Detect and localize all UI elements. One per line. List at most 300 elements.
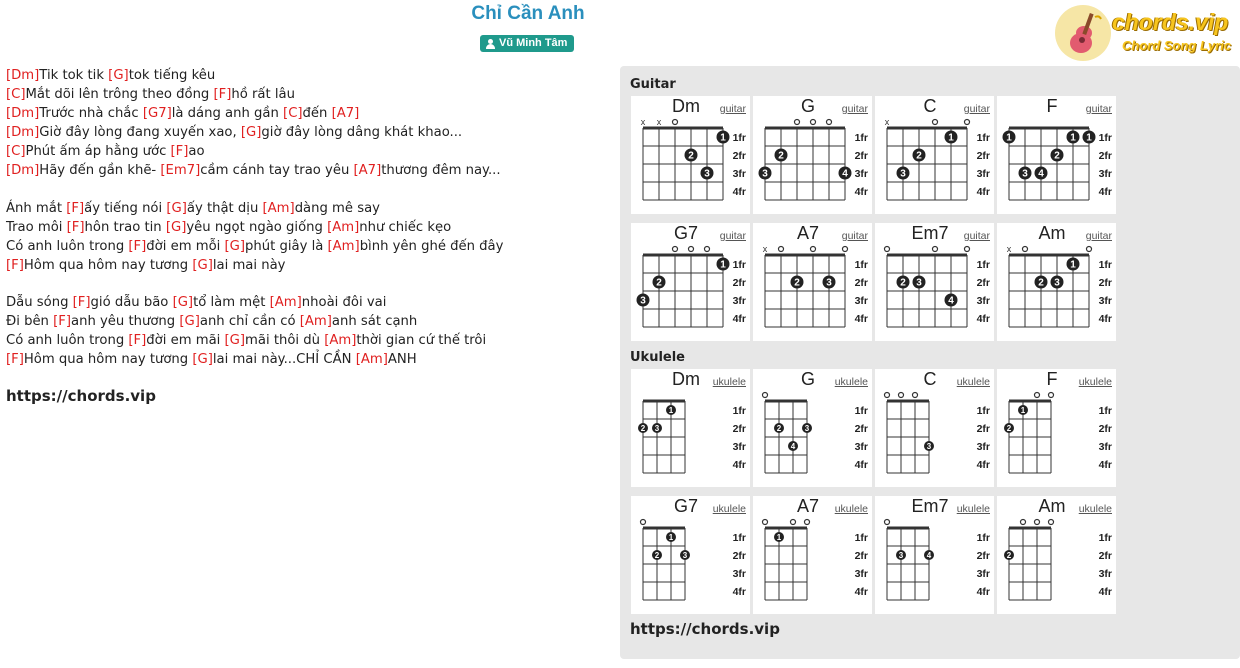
chord-link[interactable]: [G] — [179, 314, 200, 329]
chord-name: A7 — [796, 496, 820, 516]
finger-number: 4 — [842, 168, 848, 180]
lyric-line — [6, 218, 606, 237]
fret-label: 4fr — [854, 186, 868, 198]
chord-link[interactable]: [F] — [128, 333, 147, 348]
instrument-link[interactable]: guitar — [841, 230, 868, 242]
finger-number: 1 — [1006, 132, 1012, 144]
lyric-text: Có anh luôn trong — [6, 333, 129, 348]
chord-link[interactable]: [Em7] — [160, 163, 201, 178]
person-icon — [486, 39, 495, 49]
lyric-text: dàng mê say — [294, 200, 380, 216]
lyric-text: Trước nhà chắc — [39, 106, 143, 121]
chord-name: C — [923, 96, 937, 116]
ukulele-chord-card-g7[interactable] — [631, 496, 750, 614]
fret-label: 1fr — [854, 405, 868, 417]
artist-badge[interactable] — [480, 35, 574, 52]
chord-link[interactable]: [G7] — [142, 106, 172, 121]
guitar-chord-card-c[interactable] — [875, 96, 994, 214]
finger-number: 3 — [704, 168, 710, 180]
finger-number: 2 — [1054, 150, 1060, 162]
chord-link[interactable]: [G] — [224, 238, 246, 254]
fret-label: 3fr — [854, 441, 868, 453]
chord-link[interactable]: [F] — [213, 87, 232, 102]
fret-label: 4fr — [732, 313, 746, 325]
fret-label: 2fr — [1098, 150, 1112, 162]
lyric-text: tok tiếng kêu — [128, 68, 216, 83]
fret-label: 1fr — [1098, 259, 1112, 271]
chord-link[interactable]: [Am] — [355, 352, 388, 367]
guitar-icon — [1055, 5, 1111, 61]
chord-link[interactable]: [F] — [66, 219, 85, 235]
lyric-text: anh yêu thương — [71, 314, 180, 329]
fret-label: 2fr — [1098, 550, 1112, 562]
fret-label: 4fr — [732, 186, 746, 198]
fret-label: 3fr — [854, 295, 868, 307]
chord-link[interactable]: [A7] — [353, 163, 382, 178]
chord-name: C — [923, 369, 937, 389]
fret-label: 4fr — [854, 586, 868, 598]
chord-diagram — [875, 496, 994, 614]
instrument-link[interactable]: guitar — [963, 103, 990, 115]
lyric-text: Hôm qua hôm nay tương — [23, 352, 193, 367]
fret-label: 1fr — [854, 132, 868, 144]
finger-number: 4 — [948, 295, 954, 307]
lyric-text: Trao môi — [6, 219, 67, 235]
fret-label: 2fr — [732, 277, 746, 289]
chord-name: F — [1046, 369, 1058, 389]
chord-diagram — [753, 223, 872, 341]
chord-link[interactable]: [F] — [72, 295, 91, 310]
chord-diagram — [997, 369, 1116, 487]
open-string-mark — [885, 393, 890, 398]
finger-number: 1 — [776, 533, 782, 542]
chord-link[interactable]: [Am] — [269, 295, 302, 310]
finger-number: 1 — [720, 259, 726, 271]
site-link-left[interactable]: https://chords.vip — [6, 387, 156, 405]
fret-label: 1fr — [732, 259, 746, 271]
open-string-mark — [673, 247, 678, 252]
lyric-text: Có anh luôn trong — [6, 238, 129, 254]
logo-text: chords.vip — [1112, 9, 1229, 35]
fret-label: 2fr — [732, 550, 746, 562]
fret-label: 4fr — [1098, 459, 1112, 471]
finger-number: 3 — [804, 424, 810, 433]
chord-link[interactable]: [F] — [128, 238, 147, 254]
finger-number: 2 — [900, 277, 906, 289]
fret-label: 4fr — [732, 586, 746, 598]
open-string-mark — [1049, 393, 1054, 398]
chord-link[interactable]: [Am] — [327, 219, 360, 235]
instrument-link[interactable]: guitar — [1085, 103, 1112, 115]
lyric-line — [6, 331, 606, 350]
lyric-text: ANH — [387, 352, 417, 367]
finger-number: 1 — [668, 533, 674, 542]
lyric-line — [6, 312, 606, 331]
fret-label: 4fr — [976, 459, 990, 471]
chord-link[interactable]: [C] — [6, 87, 26, 102]
finger-number: 3 — [926, 442, 932, 451]
lyric-text: hồ rất lâu — [231, 87, 295, 102]
lyric-blank — [6, 180, 606, 199]
open-string-mark — [965, 247, 970, 252]
lyric-text: mãi thôi dù — [245, 333, 325, 348]
open-string-mark — [779, 247, 784, 252]
chord-link[interactable]: [F] — [66, 200, 85, 216]
finger-number: 4 — [790, 442, 796, 451]
open-string-mark — [705, 247, 710, 252]
muted-string-mark: x — [1006, 244, 1012, 254]
chord-link[interactable]: [G] — [192, 257, 213, 273]
chord-link[interactable]: [Dm] — [6, 68, 40, 83]
lyric-text: Hôm qua hôm nay tương — [23, 257, 193, 273]
lyric-text: nhoài đôi vai — [301, 295, 387, 310]
fret-label: 1fr — [732, 405, 746, 417]
guitar-section-label: Guitar — [630, 77, 676, 92]
fret-label: 1fr — [1098, 532, 1112, 544]
guitar-chord-card-f[interactable] — [997, 96, 1116, 214]
chord-diagram — [753, 496, 872, 614]
song-title: Chỉ Cần Anh — [471, 3, 585, 24]
finger-number: 2 — [1006, 424, 1012, 433]
lyric-text: Mắt dõi lên trông theo đồng — [25, 87, 214, 102]
chord-name: A7 — [796, 223, 820, 243]
chord-name: Dm — [672, 96, 700, 116]
lyric-text: lai mai này...CHỈ CẦN — [212, 352, 356, 367]
finger-number: 1 — [668, 406, 674, 415]
lyrics-block — [6, 66, 606, 369]
chord-diagram — [631, 369, 750, 487]
fret-label: 3fr — [976, 441, 990, 453]
finger-number: 3 — [682, 551, 688, 560]
fret-label: 2fr — [976, 150, 990, 162]
chord-link[interactable]: [G] — [108, 68, 129, 83]
chord-diagram — [753, 369, 872, 487]
lyric-text: Đi bên — [6, 314, 54, 329]
fret-label: 3fr — [732, 441, 746, 453]
open-string-mark — [673, 120, 678, 125]
instrument-link[interactable]: ukulele — [1078, 503, 1112, 515]
fret-label: 4fr — [976, 313, 990, 325]
chord-link[interactable]: [Am] — [327, 238, 360, 254]
guitar-chord-card-am[interactable] — [997, 223, 1116, 341]
fret-label: 3fr — [976, 568, 990, 580]
fret-label: 2fr — [1098, 277, 1112, 289]
lyric-text: yêu ngọt ngào giống — [186, 219, 328, 235]
guitar-chord-card-g7[interactable] — [631, 223, 750, 341]
ukulele-chord-card-f[interactable] — [997, 369, 1116, 487]
guitar-chord-card-a7[interactable] — [753, 223, 872, 341]
lyric-text: thương đêm nay... — [381, 163, 501, 178]
lyric-text: bình yên ghé đến đây — [359, 238, 504, 254]
chord-diagram — [753, 96, 872, 214]
lyric-line — [6, 199, 606, 218]
chord-diagram — [875, 223, 994, 341]
ukulele-chord-card-em7[interactable] — [875, 496, 994, 614]
fret-label: 1fr — [732, 532, 746, 544]
chord-link[interactable]: [A7] — [331, 106, 360, 121]
instrument-link[interactable]: guitar — [963, 230, 990, 242]
open-string-mark — [1021, 520, 1026, 525]
chord-link[interactable]: [Dm] — [6, 125, 40, 140]
fret-label: 4fr — [1098, 186, 1112, 198]
lyric-text: Giờ đây lòng đang xuyến xao, — [39, 125, 241, 140]
chord-link[interactable]: [G] — [192, 352, 213, 367]
open-string-mark — [1035, 520, 1040, 525]
ukulele-chord-card-am[interactable] — [997, 496, 1116, 614]
fret-label: 2fr — [732, 423, 746, 435]
instrument-link[interactable]: guitar — [841, 103, 868, 115]
chord-diagram — [997, 496, 1116, 614]
fret-label: 4fr — [1098, 313, 1112, 325]
fret-label: 1fr — [976, 132, 990, 144]
open-string-mark — [827, 120, 832, 125]
finger-number: 2 — [654, 551, 660, 560]
finger-number: 2 — [778, 150, 784, 162]
chord-link[interactable]: [C] — [6, 144, 26, 159]
fret-label: 2fr — [854, 550, 868, 562]
fret-label: 3fr — [1098, 568, 1112, 580]
open-string-mark — [933, 247, 938, 252]
lyric-line — [6, 142, 606, 161]
chord-name: G7 — [673, 496, 698, 516]
chord-name: Am — [1038, 496, 1066, 516]
chord-diagram — [875, 96, 994, 214]
lyric-text: cầm cánh tay trao yêu — [200, 163, 354, 178]
fret-label: 2fr — [976, 277, 990, 289]
lyric-line — [6, 350, 606, 369]
chord-link[interactable]: [Am] — [262, 200, 295, 216]
open-string-mark — [1023, 247, 1028, 252]
lyric-text: gió dẫu bão — [90, 295, 173, 310]
chord-diagram — [875, 369, 994, 487]
finger-number: 4 — [926, 551, 932, 560]
open-string-mark — [811, 247, 816, 252]
chord-link[interactable]: [Dm] — [6, 163, 40, 178]
fret-label: 2fr — [854, 277, 868, 289]
open-string-mark — [811, 120, 816, 125]
fret-label: 2fr — [976, 423, 990, 435]
chord-link[interactable]: [G] — [224, 333, 246, 348]
fret-label: 3fr — [1098, 295, 1112, 307]
fret-label: 1fr — [854, 532, 868, 544]
ukulele-chord-card-c[interactable] — [875, 369, 994, 487]
muted-string-mark: x — [762, 244, 768, 254]
open-string-mark — [843, 247, 848, 252]
lyric-line — [6, 66, 606, 85]
finger-number: 2 — [916, 150, 922, 162]
chord-link[interactable]: [Am] — [299, 314, 332, 329]
fret-label: 3fr — [854, 568, 868, 580]
open-string-mark — [933, 120, 938, 125]
lyric-text: Dẫu sóng — [6, 295, 73, 310]
site-logo[interactable] — [1052, 3, 1240, 63]
finger-number: 1 — [720, 132, 726, 144]
chord-name: Em7 — [911, 496, 949, 516]
fret-label: 3fr — [732, 568, 746, 580]
guitar-chord-card-g[interactable] — [753, 96, 872, 214]
chord-diagram — [997, 96, 1116, 214]
ukulele-chord-card-g[interactable] — [753, 369, 872, 487]
fret-label: 3fr — [1098, 441, 1112, 453]
fret-label: 2fr — [854, 150, 868, 162]
fret-label: 2fr — [976, 550, 990, 562]
finger-number: 3 — [1054, 277, 1060, 289]
chord-link[interactable]: [Dm] — [6, 106, 40, 121]
lyric-text: Phút ấm áp hằng ước — [25, 144, 171, 159]
open-string-mark — [885, 247, 890, 252]
lyric-line — [6, 237, 606, 256]
chord-link[interactable]: [G] — [172, 295, 194, 310]
finger-number: 1 — [1086, 132, 1092, 144]
open-string-mark — [1087, 247, 1092, 252]
instrument-link[interactable]: guitar — [719, 103, 746, 115]
fret-label: 2fr — [732, 150, 746, 162]
fret-label: 4fr — [1098, 586, 1112, 598]
open-string-mark — [1035, 393, 1040, 398]
lyric-text: là dáng anh gần — [171, 106, 284, 121]
chord-name: G — [800, 96, 815, 116]
instrument-link[interactable]: ukulele — [1078, 376, 1112, 388]
chord-link[interactable]: [F] — [53, 314, 71, 329]
finger-number: 3 — [898, 551, 904, 560]
fret-label: 4fr — [732, 459, 746, 471]
finger-number: 3 — [900, 168, 906, 180]
chord-name: Dm — [672, 369, 700, 389]
chord-link[interactable]: [F] — [6, 257, 24, 273]
instrument-link[interactable]: ukulele — [834, 503, 868, 515]
fret-label: 1fr — [732, 132, 746, 144]
finger-number: 3 — [826, 277, 832, 289]
open-string-mark — [763, 393, 768, 398]
chord-name: G — [800, 369, 815, 389]
lyric-text: đời em mãi — [146, 333, 225, 348]
open-string-mark — [965, 120, 970, 125]
chord-diagram — [631, 223, 750, 341]
lyric-text: đời em mỗi — [146, 238, 225, 254]
ukulele-chord-card-a7[interactable] — [753, 496, 872, 614]
chord-name: F — [1046, 96, 1058, 116]
instrument-link[interactable]: ukulele — [834, 376, 868, 388]
chord-link[interactable]: [G] — [165, 219, 187, 235]
lyric-text: ao — [188, 144, 205, 159]
finger-number: 1 — [1070, 132, 1076, 144]
instrument-link[interactable]: guitar — [719, 230, 746, 242]
chord-link[interactable]: [C] — [283, 106, 303, 121]
open-string-mark — [763, 520, 768, 525]
lyric-text: đến — [302, 106, 332, 121]
lyric-text: như chiếc kẹo — [359, 219, 452, 235]
fret-label: 3fr — [1098, 168, 1112, 180]
fret-label: 3fr — [732, 168, 746, 180]
chord-link[interactable]: [Am] — [324, 333, 357, 348]
fret-label: 3fr — [732, 295, 746, 307]
fret-label: 3fr — [976, 168, 990, 180]
ukulele-chord-card-dm[interactable] — [631, 369, 750, 487]
finger-number: 3 — [640, 295, 646, 307]
fret-label: 1fr — [976, 259, 990, 271]
fret-label: 4fr — [854, 459, 868, 471]
instrument-link[interactable]: ukulele — [712, 503, 746, 515]
lyric-text: anh chỉ cần có — [199, 314, 300, 329]
lyric-blank — [6, 275, 606, 294]
lyric-text: hôn trao tin — [84, 219, 166, 235]
finger-number: 2 — [794, 277, 800, 289]
guitar-chord-card-em7[interactable] — [875, 223, 994, 341]
fret-label: 1fr — [854, 259, 868, 271]
lyric-text: ấy tiếng nói — [84, 200, 167, 216]
finger-number: 2 — [1006, 551, 1012, 560]
guitar-chord-card-dm[interactable] — [631, 96, 750, 214]
chord-link[interactable]: [F] — [6, 352, 24, 367]
finger-number: 2 — [1038, 277, 1044, 289]
open-string-mark — [689, 247, 694, 252]
fret-label: 4fr — [976, 186, 990, 198]
finger-number: 2 — [688, 150, 694, 162]
lyric-text: Tik tok tik — [39, 68, 109, 83]
chord-name: G7 — [673, 223, 698, 243]
chord-link[interactable]: [G] — [166, 200, 187, 216]
ukulele-section-label: Ukulele — [630, 350, 686, 365]
open-string-mark — [805, 520, 810, 525]
finger-number: 3 — [1022, 168, 1028, 180]
lyric-text: phút giây là — [245, 238, 328, 254]
lyric-line — [6, 293, 606, 312]
open-string-mark — [885, 520, 890, 525]
lyric-text: ấy thật dịu — [186, 200, 263, 216]
chord-name: Em7 — [911, 223, 949, 243]
chord-diagram — [997, 223, 1116, 341]
finger-number: 2 — [640, 424, 646, 433]
lyric-line — [6, 104, 606, 123]
open-string-mark — [899, 393, 904, 398]
muted-string-mark: x — [640, 117, 646, 127]
open-string-mark — [1049, 520, 1054, 525]
lyric-line — [6, 85, 606, 104]
fret-label: 1fr — [1098, 132, 1112, 144]
open-string-mark — [913, 393, 918, 398]
finger-number: 1 — [948, 132, 954, 144]
instrument-link[interactable]: ukulele — [956, 503, 990, 515]
logo-subtitle: Chord Song Lyric — [1122, 38, 1232, 53]
open-string-mark — [791, 520, 796, 525]
fret-label: 2fr — [854, 423, 868, 435]
lyric-text: Hãy đến gần khẽ- — [39, 163, 161, 178]
lyric-line — [6, 161, 606, 180]
fret-label: 4fr — [976, 586, 990, 598]
muted-string-mark: x — [656, 117, 662, 127]
fret-label: 1fr — [1098, 405, 1112, 417]
lyric-text: thời gian cứ thế trôi — [356, 333, 487, 348]
lyric-line — [6, 256, 606, 275]
fret-label: 3fr — [976, 295, 990, 307]
instrument-link[interactable]: guitar — [1085, 230, 1112, 242]
fret-label: 4fr — [854, 313, 868, 325]
finger-number: 1 — [1070, 259, 1076, 271]
finger-number: 1 — [1020, 406, 1026, 415]
chord-link[interactable]: [F] — [170, 144, 189, 159]
lyric-text: anh sát cạnh — [331, 314, 418, 329]
open-string-mark — [641, 520, 646, 525]
instrument-link[interactable]: ukulele — [712, 376, 746, 388]
chord-diagram — [631, 96, 750, 214]
site-link-right[interactable]: https://chords.vip — [630, 620, 780, 638]
chord-name: Am — [1038, 223, 1066, 243]
chord-link[interactable]: [G] — [240, 125, 262, 140]
finger-number: 2 — [776, 424, 782, 433]
muted-string-mark: x — [884, 117, 890, 127]
instrument-link[interactable]: ukulele — [956, 376, 990, 388]
lyric-text: tổ làm mệt — [193, 295, 270, 310]
